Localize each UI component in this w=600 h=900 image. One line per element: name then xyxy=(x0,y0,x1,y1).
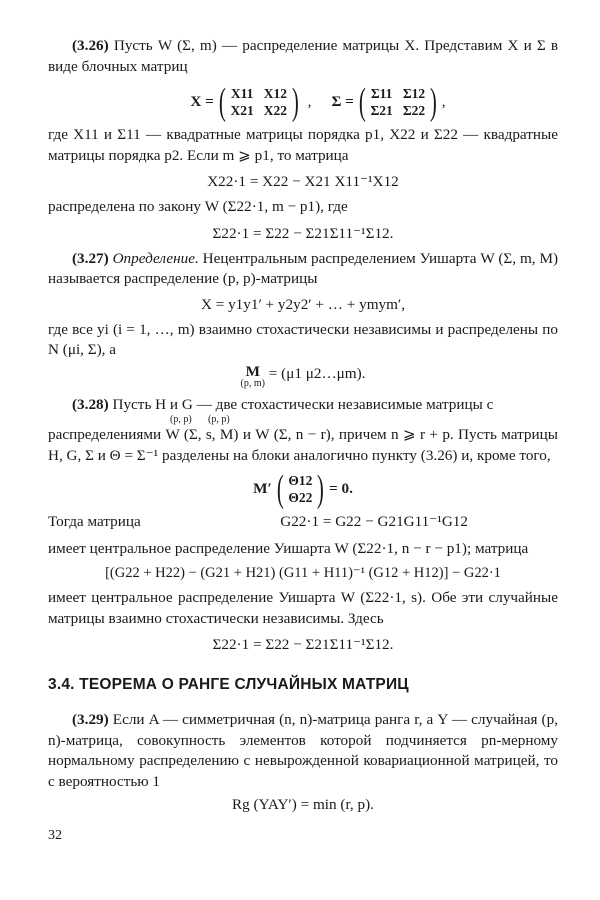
block-theta22: Θ22 xyxy=(288,489,313,505)
block-x22: X22 xyxy=(263,102,287,118)
para-3-28-text2: Тогда матрица xyxy=(48,513,141,530)
para-3-26-intro xyxy=(48,36,558,77)
para-3-26-text: Пусть W (Σ, m) — распределение матрицы X. Представим X и Σ в виде блочных матриц xyxy=(48,37,559,75)
block-s22: Σ22 xyxy=(402,102,426,118)
page-content xyxy=(48,36,558,844)
matrix-m-size: (p, m) xyxy=(240,377,265,389)
para-3-27 xyxy=(48,249,558,290)
label-g-size: (p, p) xyxy=(208,414,230,425)
formula-theta-rhs: = 0. xyxy=(329,480,353,497)
left-paren: ( xyxy=(358,81,366,123)
formula-sigma-lhs: Σ = xyxy=(331,93,354,110)
block-x11: X11 xyxy=(230,85,254,101)
formula-block-matrices: X = ( X11 X12 X21 X22 ) , Σ = ( Σ11 Σ12 Σ21 Σ22 ) , xyxy=(190,81,446,123)
formula-sigma22-1: Σ22·1 = Σ22 − Σ21Σ11⁻¹Σ12. xyxy=(212,224,394,242)
theta-column xyxy=(288,473,312,506)
formula-theta-block xyxy=(48,470,558,508)
matrix-m-transposed: M′ xyxy=(253,480,272,497)
block-s11: Σ11 xyxy=(370,85,393,101)
formula-g22-1: G22·1 = G22 − G21G11⁻¹G12 xyxy=(280,513,468,530)
matrix-sigma-blocks xyxy=(370,86,425,119)
block-x12: X12 xyxy=(263,85,287,101)
formula-sigma22-1-again: Σ22·1 = Σ22 − Σ21Σ11⁻¹Σ12. xyxy=(212,636,394,653)
item-number-3-29: (3.29) xyxy=(72,711,109,728)
left-paren: ( xyxy=(276,468,284,510)
definition-label: Определение. xyxy=(112,249,199,267)
section-heading: 3.4. ТЕОРЕМА О РАНГЕ СЛУЧАЙНЫХ МАТРИЦ xyxy=(48,676,409,693)
para-3-28-text3: имеет центральное распределение Уишарта W (Σ22·1, n − r − p1); матрица xyxy=(48,539,529,557)
para-3-27-text: Нецентральным распределением Уишарта W (Σ, m, M) называется распределение (p, p)-матрицы xyxy=(48,249,559,287)
para-3-29 xyxy=(48,710,558,792)
para-3-26-text2: где X11 и Σ11 — квадратные матрицы порядка p1, X22 и Σ22 — квадратные матрицы порядка p2. Если m ⩾ p1, то матрица xyxy=(48,126,558,164)
formula-g-h-difference: [(G22 + H22) − (G21 + H21) (G11 + H11)⁻¹ (G12 + H12)] − G22·1 xyxy=(105,565,501,581)
block-theta12: Θ12 xyxy=(288,472,313,488)
right-paren: ) xyxy=(317,468,325,510)
matrix-m-symbol: M xyxy=(245,362,260,380)
para-3-28-text1a: (3.28) Пусть H и G — две стохастически независимые матрицы с xyxy=(72,395,494,413)
matrix-x-blocks xyxy=(230,86,287,119)
block-s21: Σ21 xyxy=(370,102,393,118)
formula-means-matrix xyxy=(48,362,558,389)
formula-x22-1: X22·1 = X22 − X21 X11⁻¹X12 xyxy=(207,173,399,190)
item-number-3-28: (3.28) xyxy=(72,395,109,413)
para-3-26-text3: распределена по закону W (Σ22·1, m − p1), где xyxy=(48,198,348,215)
item-number-3-26: (3.26) xyxy=(72,37,109,54)
para-3-28-formula-line xyxy=(48,512,558,533)
para-3-28-text4: имеет центральное распределение Уишарта W (Σ22·1, s). Обе эти случайные матрицы взаимно стохастически независимы. Здесь xyxy=(48,589,558,627)
para-3-28-text1b: распределениями W (Σ, s, M) и W (Σ, n − r), причем n ⩾ r + p. Пусть матрицы H, G, Σ и Θ = Σ⁻¹ разделены на блоки аналогично пункту (3.26) и, кроме того, xyxy=(48,426,558,464)
formula-rank: Rg (YAY′) = min (r, p). xyxy=(232,796,374,813)
block-x21: X21 xyxy=(230,102,254,118)
right-paren: ) xyxy=(291,81,299,123)
formula-means-rhs: = (μ1 μ2…μm). xyxy=(268,364,366,382)
formula-x-lhs: X = xyxy=(190,93,214,110)
para-3-27-text2: где все yi (i = 1, …, m) взаимно стохастически независимы и распределены по N (μi, Σ), а xyxy=(48,320,558,358)
page-number: 32 xyxy=(48,828,62,843)
dimension-labels xyxy=(48,415,558,425)
formula-wishart-sum: X = y1y1′ + y2y2′ + … + ymym′, xyxy=(200,295,406,313)
para-3-29-text: Если A — симметричная (n, n)-матрица ранга r, а Y — случайная (p, n)-матрица, совокупность элементов которой подчиняется pn-мерному нормальному распределению с невырожденной ковариационной матрицей, то с вероятностью 1 xyxy=(48,711,558,790)
label-h-size: (p, p) xyxy=(170,414,192,425)
item-number-3-27: (3.27) xyxy=(72,249,109,267)
right-paren: ) xyxy=(429,81,437,123)
block-s12: Σ12 xyxy=(402,85,426,101)
left-paren: ( xyxy=(218,81,226,123)
